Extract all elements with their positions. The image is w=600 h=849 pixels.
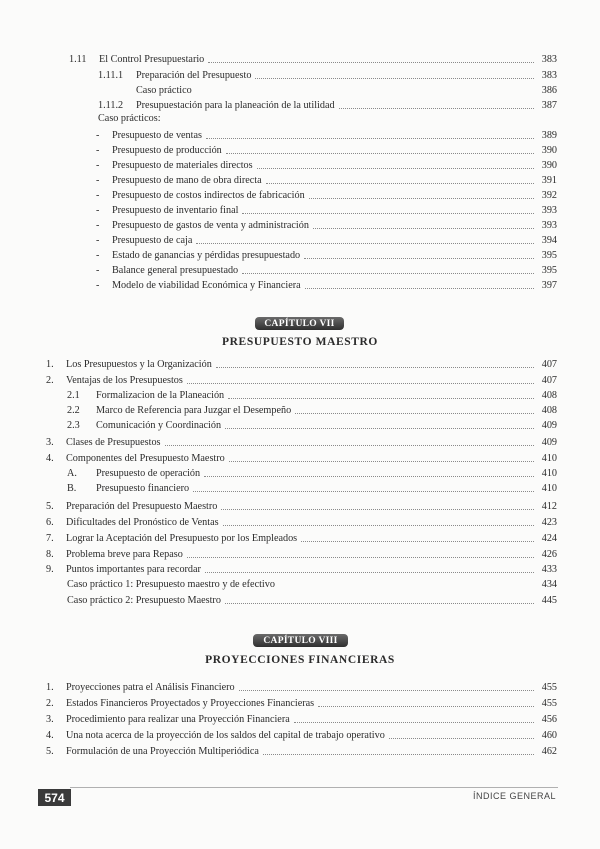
- toc-entry[interactable]: [96, 278, 557, 292]
- entry-title: Lograr la Aceptación del Presupuesto por los Empleados: [66, 533, 298, 544]
- entry-page: 410: [541, 453, 557, 464]
- dot-leader: [295, 413, 534, 414]
- toc-entry[interactable]: [46, 562, 557, 576]
- entry-page: 393: [541, 220, 557, 231]
- entry-title: Preparación del Presupuesto: [136, 70, 252, 81]
- toc-entry[interactable]: [46, 712, 557, 726]
- toc-entry[interactable]: [96, 173, 557, 187]
- dot-leader: [305, 288, 534, 289]
- entry-page: 390: [541, 145, 557, 156]
- dot-leader: [318, 706, 534, 707]
- dot-leader: [279, 587, 534, 588]
- entry-number: 2.1: [67, 390, 80, 401]
- toc-entry[interactable]: [67, 481, 557, 495]
- entry-page: 393: [541, 205, 557, 216]
- subsection-heading: Caso prácticos:: [98, 113, 161, 124]
- entry-title: Proyecciones patra el Análisis Financiero: [66, 682, 235, 693]
- entry-page: 409: [541, 437, 557, 448]
- entry-title: Puntos importantes para recordar: [66, 564, 201, 575]
- entry-page: 410: [541, 483, 557, 494]
- entry-number: 1.11: [69, 54, 87, 65]
- bullet-dash: -: [96, 280, 100, 291]
- dot-leader: [257, 168, 534, 169]
- entry-number: 4.: [46, 730, 54, 741]
- dot-leader: [221, 509, 534, 510]
- entry-page: 395: [541, 265, 557, 276]
- entry-number: 5.: [46, 501, 54, 512]
- entry-number: 2.: [46, 375, 54, 386]
- entry-title: Presupuesto de producción: [112, 145, 222, 156]
- entry-title: Marco de Referencia para Juzgar el Desempeño: [96, 405, 292, 416]
- dot-leader: [165, 445, 534, 446]
- toc-entry[interactable]: [46, 728, 557, 742]
- toc-entry[interactable]: [96, 188, 557, 202]
- entry-title: Caso práctico: [136, 85, 192, 96]
- entry-title: Una nota acerca de la proyección de los saldos del capital de trabajo operativo: [66, 730, 385, 741]
- entry-title: Estados Financieros Proyectados y Proyecciones Financieras: [66, 698, 315, 709]
- dot-leader: [294, 722, 534, 723]
- toc-entry[interactable]: [67, 577, 557, 591]
- entry-number: 9.: [46, 564, 54, 575]
- entry-title: Dificultades del Pronóstico de Ventas: [66, 517, 219, 528]
- toc-entry[interactable]: [67, 403, 557, 417]
- entry-page: 397: [541, 280, 557, 291]
- dot-leader: [223, 525, 534, 526]
- dot-leader: [239, 690, 534, 691]
- entry-number: 6.: [46, 517, 54, 528]
- dot-leader: [313, 228, 534, 229]
- entry-page: 434: [541, 579, 557, 590]
- entry-title: Presupuesto de caja: [112, 235, 193, 246]
- entry-page: 389: [541, 130, 557, 141]
- entry-number: 2.: [46, 698, 54, 709]
- entry-title: Problema breve para Repaso: [66, 549, 183, 560]
- toc-entry[interactable]: [46, 531, 557, 545]
- entry-page: 392: [541, 190, 557, 201]
- entry-page: 408: [541, 405, 557, 416]
- toc-entry[interactable]: [98, 98, 557, 112]
- toc-entry[interactable]: [46, 680, 557, 694]
- dot-leader: [204, 476, 534, 477]
- entry-number: 1.: [46, 682, 54, 693]
- entry-number: 1.: [46, 359, 54, 370]
- page-number: 574: [38, 789, 71, 806]
- entry-title: Componentes del Presupuesto Maestro: [66, 453, 225, 464]
- entry-page: 407: [541, 359, 557, 370]
- entry-number: 7.: [46, 533, 54, 544]
- toc-entry[interactable]: [67, 388, 557, 402]
- entry-title: Caso práctico 2: Presupuesto Maestro: [67, 595, 221, 606]
- entry-number: 4.: [46, 453, 54, 464]
- dot-leader: [304, 258, 534, 259]
- entry-page: 455: [541, 682, 557, 693]
- entry-page: 391: [541, 175, 557, 186]
- entry-number: B.: [67, 483, 77, 494]
- toc-entry[interactable]: [67, 466, 557, 480]
- entry-page: 409: [541, 420, 557, 431]
- entry-title: Presupuesto de operación: [96, 468, 201, 479]
- dot-leader: [229, 461, 534, 462]
- chapter-title: PROYECCIONES FINANCIERAS: [205, 654, 395, 666]
- chapter-badge: CAPÍTULO VIII: [253, 634, 348, 647]
- bullet-dash: -: [96, 160, 100, 171]
- dot-leader: [216, 367, 534, 368]
- dot-leader: [208, 62, 534, 63]
- entry-page: 390: [541, 160, 557, 171]
- entry-page: 426: [541, 549, 557, 560]
- entry-number: A.: [67, 468, 77, 479]
- toc-entry[interactable]: [46, 515, 557, 529]
- toc-entry[interactable]: [96, 263, 557, 277]
- entry-title: Modelo de viabilidad Económica y Financiera: [112, 280, 301, 291]
- chapter-title: PRESUPUESTO MAESTRO: [222, 336, 378, 348]
- toc-entry[interactable]: [96, 248, 557, 262]
- entry-title: El Control Presupuestario: [99, 54, 205, 65]
- entry-title: Procedimiento para realizar una Proyección Financiera: [66, 714, 290, 725]
- entry-title: Presupuesto de inventario final: [112, 205, 239, 216]
- dot-leader: [242, 273, 534, 274]
- entry-title: Ventajas de los Presupuestos: [66, 375, 183, 386]
- entry-page: 383: [541, 70, 557, 81]
- dot-leader: [206, 138, 534, 139]
- entry-page: 387: [541, 100, 557, 111]
- bullet-dash: -: [96, 190, 100, 201]
- dot-leader: [309, 198, 534, 199]
- toc-entry[interactable]: [46, 357, 557, 371]
- toc-entry[interactable]: [69, 52, 557, 66]
- dot-leader: [339, 108, 534, 109]
- bullet-dash: -: [96, 235, 100, 246]
- toc-entry[interactable]: [96, 128, 557, 142]
- dot-leader: [255, 78, 534, 79]
- toc-entry[interactable]: [46, 499, 557, 513]
- entry-title: Formalizacion de la Planeación: [96, 390, 225, 401]
- entry-title: Formulación de una Proyección Multiperiódica: [66, 746, 259, 757]
- bullet-dash: -: [96, 220, 100, 231]
- entry-number: 2.3: [67, 420, 80, 431]
- entry-title: Presupuesto de gastos de venta y administración: [112, 220, 309, 231]
- dot-leader: [266, 183, 534, 184]
- bullet-dash: -: [96, 130, 100, 141]
- entry-page: 433: [541, 564, 557, 575]
- entry-page: 383: [541, 54, 557, 65]
- toc-entry[interactable]: [136, 83, 557, 97]
- dot-leader: [187, 383, 534, 384]
- toc-entry[interactable]: [98, 68, 557, 82]
- dot-leader: [193, 491, 534, 492]
- bullet-dash: -: [96, 175, 100, 186]
- entry-number: 8.: [46, 549, 54, 560]
- entry-page: 408: [541, 390, 557, 401]
- entry-title: Presupuesto de materiales directos: [112, 160, 253, 171]
- chapter-badge: CAPÍTULO VII: [255, 317, 344, 330]
- entry-title: Balance general presupuestado: [112, 265, 239, 276]
- dot-leader: [187, 557, 534, 558]
- dot-leader: [225, 428, 534, 429]
- entry-number: 2.2: [67, 405, 80, 416]
- entry-title: Presupuesto de mano de obra directa: [112, 175, 262, 186]
- bullet-dash: -: [96, 265, 100, 276]
- entry-title: Presupuesto financiero: [96, 483, 190, 494]
- entry-page: 445: [541, 595, 557, 606]
- dot-leader: [196, 243, 534, 244]
- footer-rule: [70, 787, 558, 788]
- dot-leader: [263, 754, 534, 755]
- entry-title: Clases de Presupuestos: [66, 437, 161, 448]
- entry-page: 460: [541, 730, 557, 741]
- dot-leader: [228, 398, 534, 399]
- entry-number: 1.11.2: [98, 100, 124, 111]
- dot-leader: [196, 93, 534, 94]
- toc-entry[interactable]: [67, 418, 557, 432]
- entry-page: 395: [541, 250, 557, 261]
- toc-entry[interactable]: [96, 203, 557, 217]
- dot-leader: [225, 603, 534, 604]
- entry-title: Comunicación y Coordinación: [96, 420, 222, 431]
- bullet-dash: -: [96, 205, 100, 216]
- dot-leader: [205, 572, 534, 573]
- entry-title: Presupuestación para la planeación de la utilidad: [136, 100, 335, 111]
- dot-leader: [242, 213, 534, 214]
- entry-number: 5.: [46, 746, 54, 757]
- toc-entry[interactable]: [67, 593, 557, 607]
- entry-title: Presupuesto de ventas: [112, 130, 202, 141]
- toc-entry[interactable]: [96, 218, 557, 232]
- toc-entry[interactable]: [96, 233, 557, 247]
- entry-number: 3.: [46, 714, 54, 725]
- entry-page: 412: [541, 501, 557, 512]
- dot-leader: [301, 541, 534, 542]
- toc-entry[interactable]: [46, 373, 557, 387]
- toc-entry[interactable]: [46, 696, 557, 710]
- entry-page: 410: [541, 468, 557, 479]
- entry-page: 424: [541, 533, 557, 544]
- toc-entry[interactable]: [46, 547, 557, 561]
- dot-leader: [226, 153, 534, 154]
- entry-page: 394: [541, 235, 557, 246]
- entry-number: 3.: [46, 437, 54, 448]
- entry-title: Presupuesto de costos indirectos de fabricación: [112, 190, 305, 201]
- entry-title: Preparación del Presupuesto Maestro: [66, 501, 218, 512]
- entry-title: Los Presupuestos y la Organización: [66, 359, 212, 370]
- entry-title: Caso práctico 1: Presupuesto maestro y de efectivo: [67, 579, 275, 590]
- entry-page: 462: [541, 746, 557, 757]
- bullet-dash: -: [96, 250, 100, 261]
- toc-entry[interactable]: [96, 143, 557, 157]
- toc-entry[interactable]: [46, 451, 557, 465]
- dot-leader: [389, 738, 534, 739]
- entry-page: 423: [541, 517, 557, 528]
- entry-page: 455: [541, 698, 557, 709]
- entry-page: 407: [541, 375, 557, 386]
- toc-entry[interactable]: [46, 744, 557, 758]
- running-head: ÍNDICE GENERAL: [472, 791, 556, 801]
- entry-title: Estado de ganancias y pérdidas presupuestado: [112, 250, 301, 261]
- entry-page: 456: [541, 714, 557, 725]
- toc-entry[interactable]: [96, 158, 557, 172]
- entry-number: 1.11.1: [98, 70, 124, 81]
- toc-entry[interactable]: [46, 435, 557, 449]
- bullet-dash: -: [96, 145, 100, 156]
- entry-page: 386: [541, 85, 557, 96]
